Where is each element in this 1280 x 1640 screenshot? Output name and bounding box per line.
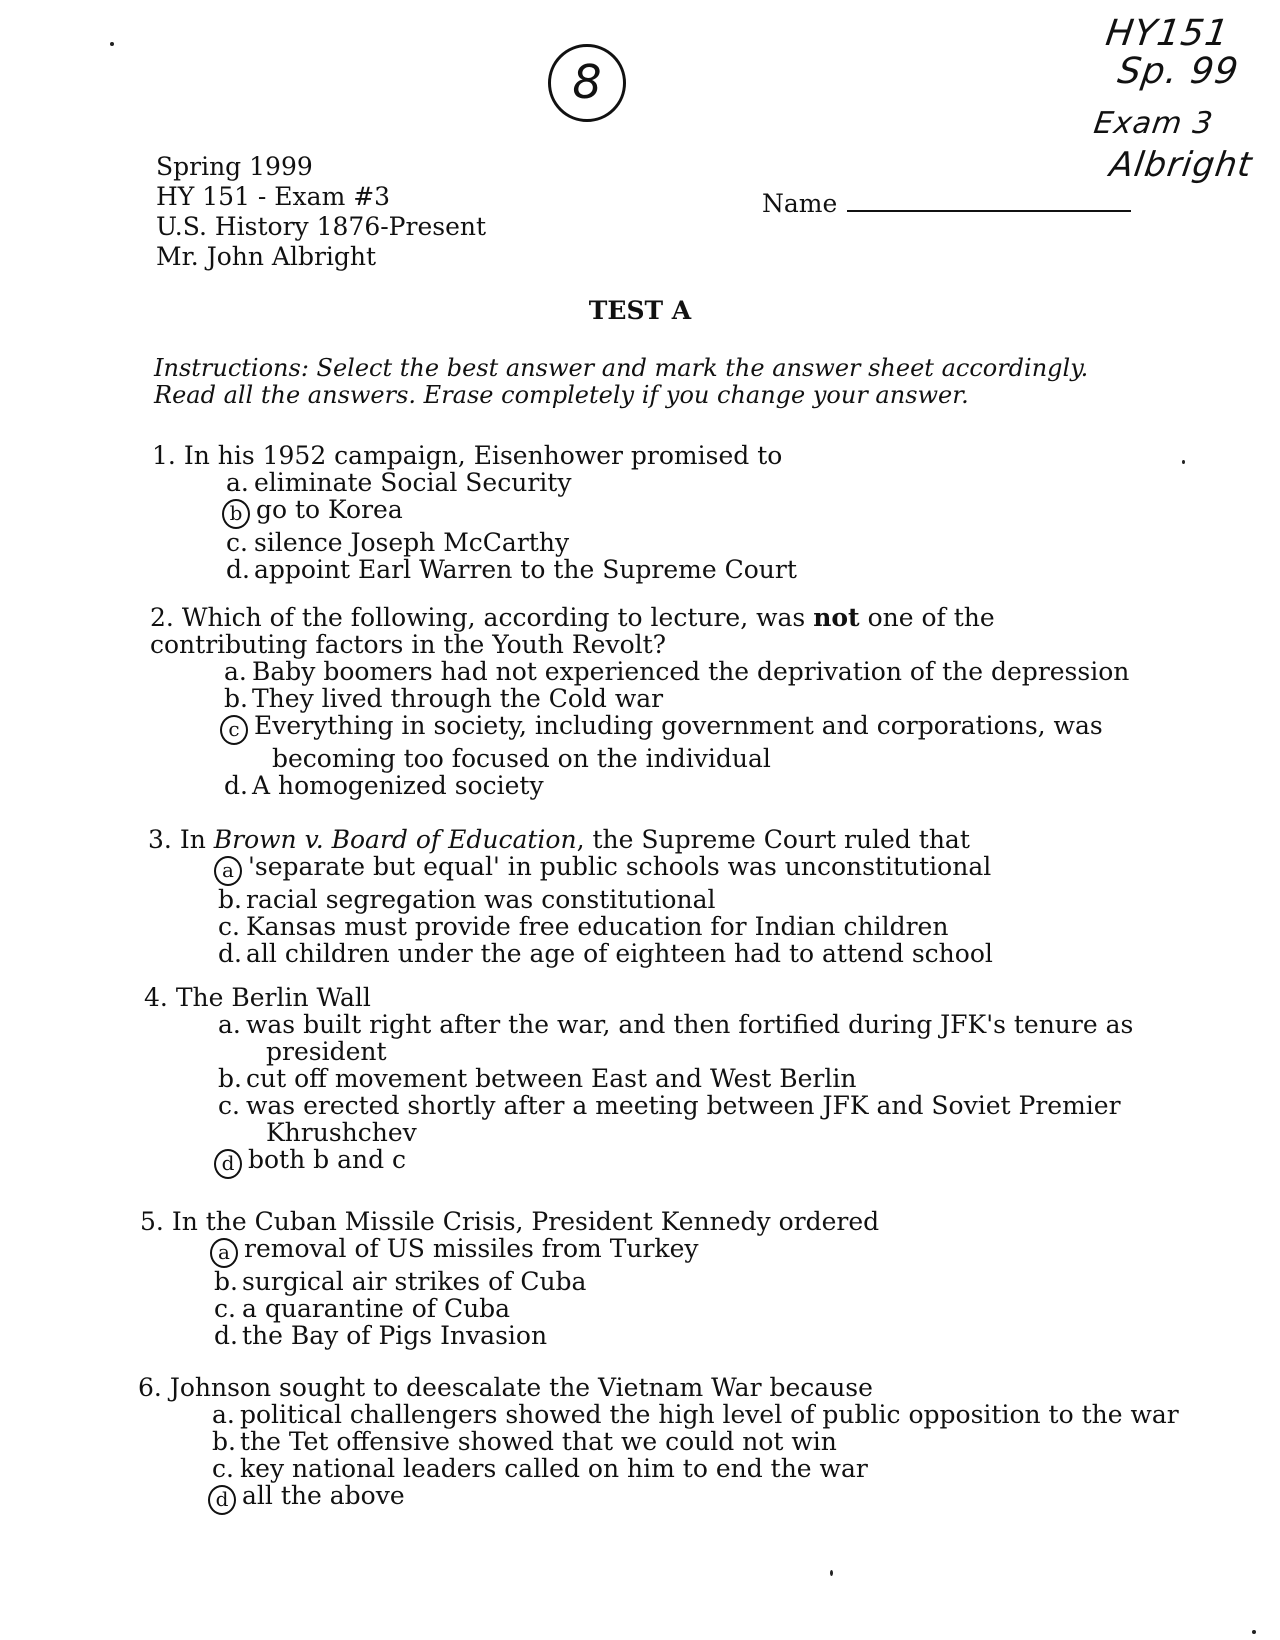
option-text: a quarantine of Cuba xyxy=(242,1294,511,1323)
option-letter: c. xyxy=(218,912,240,941)
option-text: was built right after the war, and then fortified during JFK's tenure as xyxy=(246,1010,1134,1039)
question-1 xyxy=(152,442,797,583)
question-number: 2. xyxy=(150,603,174,632)
circled-answer-mark: d xyxy=(208,1485,236,1515)
option-text: removal of US missiles from Turkey xyxy=(244,1234,699,1263)
option-d xyxy=(226,556,797,583)
question-number: 1. xyxy=(152,441,176,470)
option-d xyxy=(212,1482,1179,1515)
question-2 xyxy=(150,604,1150,799)
option-letter: d. xyxy=(218,939,242,968)
option-text: surgical air strikes of Cuba xyxy=(242,1267,587,1296)
term-label: Spring 1999 xyxy=(156,152,313,181)
option-c xyxy=(226,529,797,556)
test-title: TEST A xyxy=(588,296,692,325)
option-letter: b. xyxy=(224,684,248,713)
option-b xyxy=(214,1268,879,1295)
question-text-before: Which of the following, according to lecture, was xyxy=(181,603,806,632)
handwritten-term-note: Sp. 99 xyxy=(1115,51,1242,92)
option-b xyxy=(224,685,1150,712)
option-text: appoint Earl Warren to the Supreme Court xyxy=(254,555,797,584)
circled-answer-mark: a xyxy=(214,856,242,886)
option-c xyxy=(212,1455,1179,1482)
scan-speck xyxy=(1252,1630,1256,1634)
option-c xyxy=(218,913,993,940)
option-text: the Tet offensive showed that we could not win xyxy=(240,1427,837,1456)
question-stem xyxy=(148,826,993,853)
option-text: political challengers showed the high level of public opposition to the war xyxy=(240,1400,1179,1429)
option-list xyxy=(224,658,1150,799)
option-b xyxy=(218,1065,1133,1092)
circled-answer-mark: c xyxy=(220,715,248,745)
option-letter: c. xyxy=(226,528,248,557)
question-number: 5. xyxy=(140,1207,164,1236)
option-a xyxy=(214,1235,879,1268)
question-stem xyxy=(138,1374,1179,1401)
scan-speck xyxy=(110,42,114,46)
option-letter: d. xyxy=(226,555,250,584)
question-text-after: , the Supreme Court ruled that xyxy=(576,825,970,854)
option-letter: b. xyxy=(218,1064,242,1093)
option-a xyxy=(218,853,993,886)
name-label: Name xyxy=(762,189,838,218)
option-letter: b. xyxy=(214,1267,238,1296)
option-text: eliminate Social Security xyxy=(254,468,572,497)
option-text: 'separate but equal' in public schools was unconstitutional xyxy=(248,852,992,881)
circled-answer-mark: a xyxy=(210,1238,238,1268)
option-c xyxy=(218,1092,1133,1146)
option-continuation: president xyxy=(266,1037,387,1066)
question-3 xyxy=(148,826,993,967)
option-letter: a. xyxy=(224,657,247,686)
option-c xyxy=(224,712,1150,772)
circled-answer-mark: b xyxy=(222,499,250,529)
option-letter: a. xyxy=(218,1010,241,1039)
question-6 xyxy=(138,1374,1179,1515)
option-c xyxy=(214,1295,879,1322)
question-text: In the Cuban Missile Crisis, President Kennedy ordered xyxy=(171,1207,880,1236)
option-list xyxy=(226,469,797,583)
course-label: HY 151 - Exam #3 xyxy=(156,182,391,211)
option-text: Kansas must provide free education for Indian children xyxy=(246,912,949,941)
option-d xyxy=(218,1146,1133,1179)
case-name: Brown v. Board of Education xyxy=(213,825,577,854)
subject-label: U.S. History 1876-Present xyxy=(156,212,487,241)
option-text: go to Korea xyxy=(256,495,403,524)
option-letter: b. xyxy=(218,885,242,914)
name-blank-line xyxy=(847,188,1131,212)
option-text: Baby boomers had not experienced the deprivation of the depression xyxy=(252,657,1130,686)
question-5 xyxy=(140,1208,879,1349)
option-text: was erected shortly after a meeting between JFK and Soviet Premier xyxy=(246,1091,1121,1120)
option-text: Everything in society, including government and corporations, was xyxy=(254,711,1103,740)
option-a xyxy=(224,658,1150,685)
option-text: both b and c xyxy=(248,1145,407,1174)
option-text: silence Joseph McCarthy xyxy=(254,528,570,557)
option-list xyxy=(218,1011,1133,1179)
question-text: Johnson sought to deescalate the Vietnam War because xyxy=(169,1373,873,1402)
option-text: cut off movement between East and West Berlin xyxy=(246,1064,857,1093)
option-continuation: becoming too focused on the individual xyxy=(272,744,771,773)
question-4 xyxy=(144,984,1133,1179)
question-stem xyxy=(152,442,797,469)
option-a xyxy=(218,1011,1133,1065)
handwritten-exam-note: Exam 3 xyxy=(1091,106,1216,141)
exam-header xyxy=(156,152,486,272)
option-text: A homogenized society xyxy=(252,771,544,800)
option-d xyxy=(224,772,1150,799)
option-list xyxy=(214,1235,879,1349)
handwritten-instructor-note: Albright xyxy=(1107,145,1255,185)
instructor-label: Mr. John Albright xyxy=(156,242,377,271)
option-letter: c. xyxy=(218,1091,240,1120)
question-text-after: one of the contributing factors in the Youth Revolt? xyxy=(150,603,995,659)
option-b xyxy=(218,886,993,913)
question-text: The Berlin Wall xyxy=(175,983,371,1012)
option-continuation: Khrushchev xyxy=(266,1118,417,1147)
option-text: racial segregation was constitutional xyxy=(246,885,716,914)
option-letter: a. xyxy=(226,468,249,497)
option-letter: c. xyxy=(212,1454,234,1483)
option-text: all children under the age of eighteen had to attend school xyxy=(246,939,993,968)
question-text-before: In xyxy=(179,825,206,854)
circled-answer-mark: d xyxy=(214,1149,242,1179)
question-stem xyxy=(150,604,1150,658)
question-text: In his 1952 campaign, Eisenhower promised to xyxy=(183,441,783,470)
question-text-emphasis: not xyxy=(813,603,860,632)
question-number: 4. xyxy=(144,983,168,1012)
option-text: all the above xyxy=(242,1481,405,1510)
option-letter: d. xyxy=(224,771,248,800)
scan-speck xyxy=(830,1570,833,1576)
option-d xyxy=(218,940,993,967)
option-text: They lived through the Cold war xyxy=(252,684,664,713)
option-letter: c. xyxy=(214,1294,236,1323)
option-a xyxy=(226,469,797,496)
page-marker: 8 xyxy=(548,44,626,122)
option-b xyxy=(212,1428,1179,1455)
question-stem xyxy=(144,984,1133,1011)
name-field xyxy=(762,188,1131,218)
option-text: key national leaders called on him to end the war xyxy=(240,1454,868,1483)
option-list xyxy=(218,853,993,967)
option-letter: a. xyxy=(212,1400,235,1429)
question-stem xyxy=(140,1208,879,1235)
handwritten-course-note: HY151 xyxy=(1103,13,1232,54)
instructions: Instructions: Select the best answer and mark the answer sheet accordingly. Read all the answers. Erase completely if you change your answer. xyxy=(154,354,1089,409)
option-letter: d. xyxy=(214,1321,238,1350)
question-number: 3. xyxy=(148,825,172,854)
option-text: the Bay of Pigs Invasion xyxy=(242,1321,548,1350)
option-list xyxy=(212,1401,1179,1515)
option-d xyxy=(214,1322,879,1349)
scan-speck xyxy=(1182,460,1185,464)
option-b xyxy=(226,496,797,529)
option-letter: b. xyxy=(212,1427,236,1456)
option-a xyxy=(212,1401,1179,1428)
question-number: 6. xyxy=(138,1373,162,1402)
